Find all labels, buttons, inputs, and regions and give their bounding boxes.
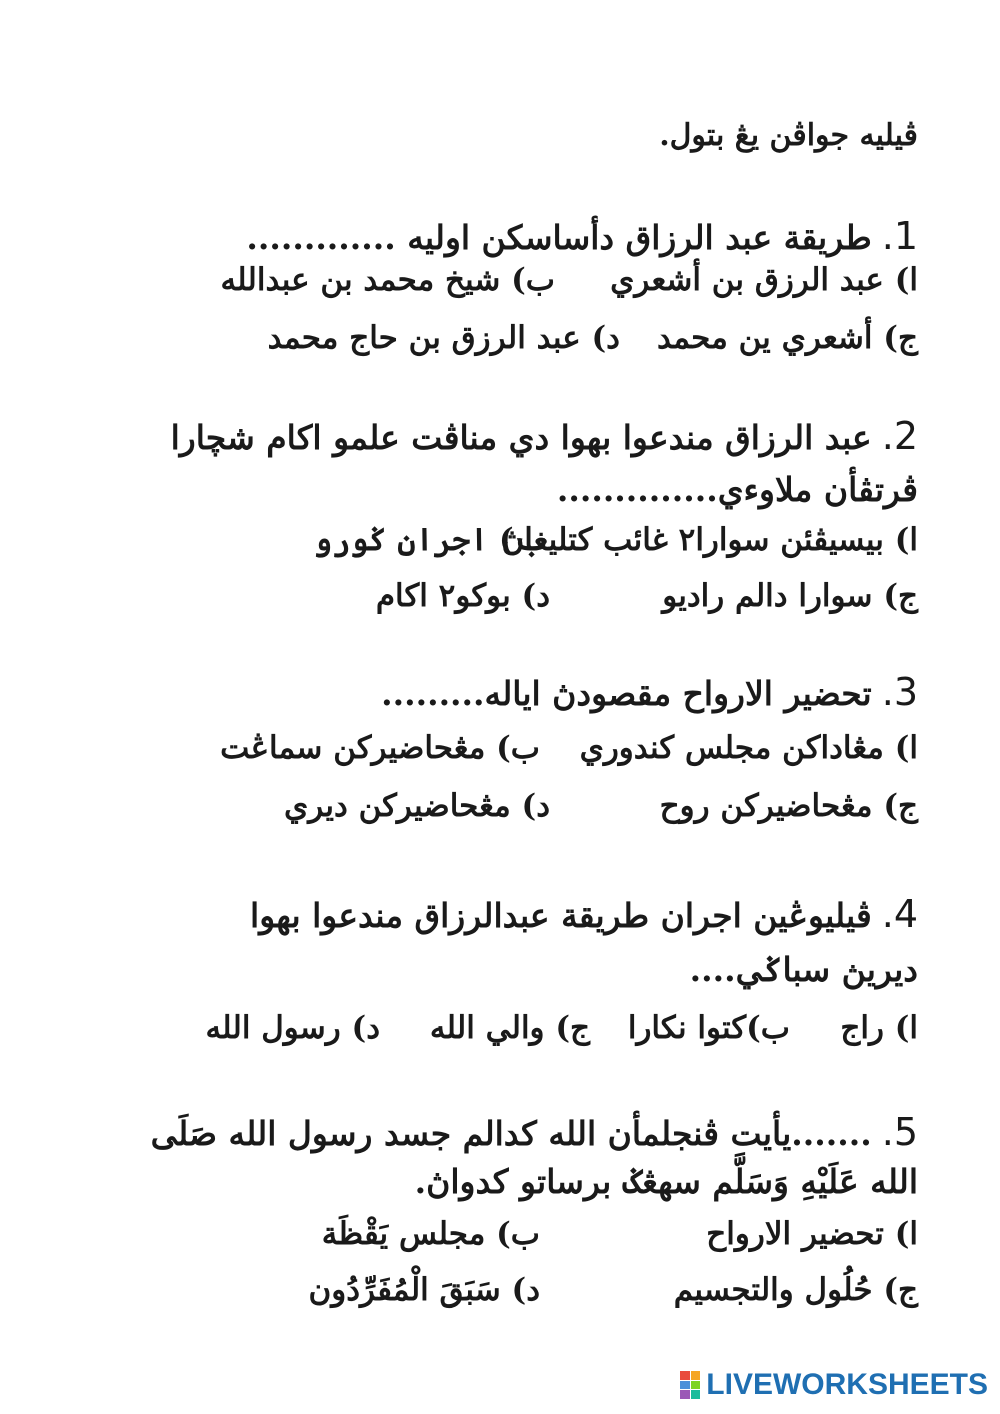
question-2-option-c[interactable]: ج) سوارا دالم راديو: [662, 578, 918, 614]
question-3-number: 3.: [881, 670, 918, 714]
question-5-option-a[interactable]: ا) تحضير الارواح: [706, 1216, 918, 1252]
question-4-line-2: ديريڽ سباݢي....: [689, 950, 918, 989]
question-4-option-a[interactable]: ا) راج: [840, 1010, 918, 1046]
question-4-number: 4.: [881, 892, 918, 936]
question-1-option-b[interactable]: ب) شيخ محمد بن عبدالله: [220, 262, 555, 298]
question-5-text-1: .......يأيت ڤنجلمأن الله كدالم جسد رسول الله صَلَى: [150, 1114, 872, 1153]
question-1-text: طريقة عبد الرزاق دأساسكن اوليه .............: [246, 218, 872, 257]
logo-mark-icon: [680, 1371, 700, 1399]
question-1-option-a[interactable]: ا) عبد الرزق بن أشعري: [610, 262, 918, 298]
question-1-line-1: [246, 214, 918, 258]
logo-text: LIVEWORKSHEETS: [706, 1368, 988, 1401]
question-2-option-a[interactable]: ا) بيسيڤئن سوارا٢ غائب كتليغاڽ: [501, 522, 918, 558]
question-5-option-b[interactable]: ب) مجلس يَقْظَة: [321, 1216, 540, 1252]
question-2-option-b[interactable]: ب) اجران ݢورو: [313, 522, 550, 558]
question-5-line-1: [151, 1110, 918, 1154]
question-1-number: 1.: [881, 214, 918, 258]
question-3-text: تحضير الارواح مقصودڽ اياله.........: [381, 674, 872, 713]
question-4-text-1: ڤيليوڠين اجران طريقة عبدالرزاق مندعوا بهوا: [250, 896, 872, 935]
question-2-text-1: عبد الرزاق مندعوا بهوا دي مناڤت علمو اكام شچارا: [170, 418, 872, 457]
question-3-option-b[interactable]: ب) مڠحاضيركن سماڠت: [220, 730, 540, 766]
question-2-line-1: [171, 414, 918, 458]
question-4-option-d[interactable]: د) رسول الله: [205, 1010, 380, 1046]
question-2-number: 2.: [881, 414, 918, 458]
question-4-line-1: [250, 892, 918, 936]
question-5-line-2: الله عَلَيْهِ وَسَلَّم سهڠݢ برساتو كدواڽ.: [414, 1162, 918, 1201]
question-5-number: 5.: [881, 1110, 918, 1154]
question-2-option-d[interactable]: د) بوكو٢ اكام: [375, 578, 550, 614]
question-3-option-d[interactable]: د) مڠحاضيركن ديري: [283, 788, 550, 824]
question-4-option-c[interactable]: ج) والي الله: [429, 1010, 590, 1046]
liveworksheets-logo[interactable]: [680, 1368, 988, 1402]
question-3-option-c[interactable]: ج) مڠحاضيركن روح: [659, 788, 918, 824]
question-3-line-1: [381, 670, 918, 714]
question-1-option-c[interactable]: ج) أشعري ين محمد: [656, 320, 918, 356]
question-3-option-a[interactable]: ا) مڠاداكن مجلس كندوري: [579, 730, 918, 766]
question-2-line-2: ڤرتڤأن ملاوءي..............: [556, 470, 918, 509]
question-5-option-d[interactable]: د) سَبَقَ الْمُفَرِّدُون: [308, 1272, 540, 1308]
question-5-option-c[interactable]: ج) حُلُول والتجسيم: [673, 1272, 918, 1308]
question-4-option-b[interactable]: ب)كتوا نكارا: [627, 1010, 790, 1046]
question-1-option-d[interactable]: د) عبد الرزق بن حاج محمد: [267, 320, 620, 356]
instruction-text: ڤيليه جواڤن يڠ بتول.: [659, 118, 918, 153]
